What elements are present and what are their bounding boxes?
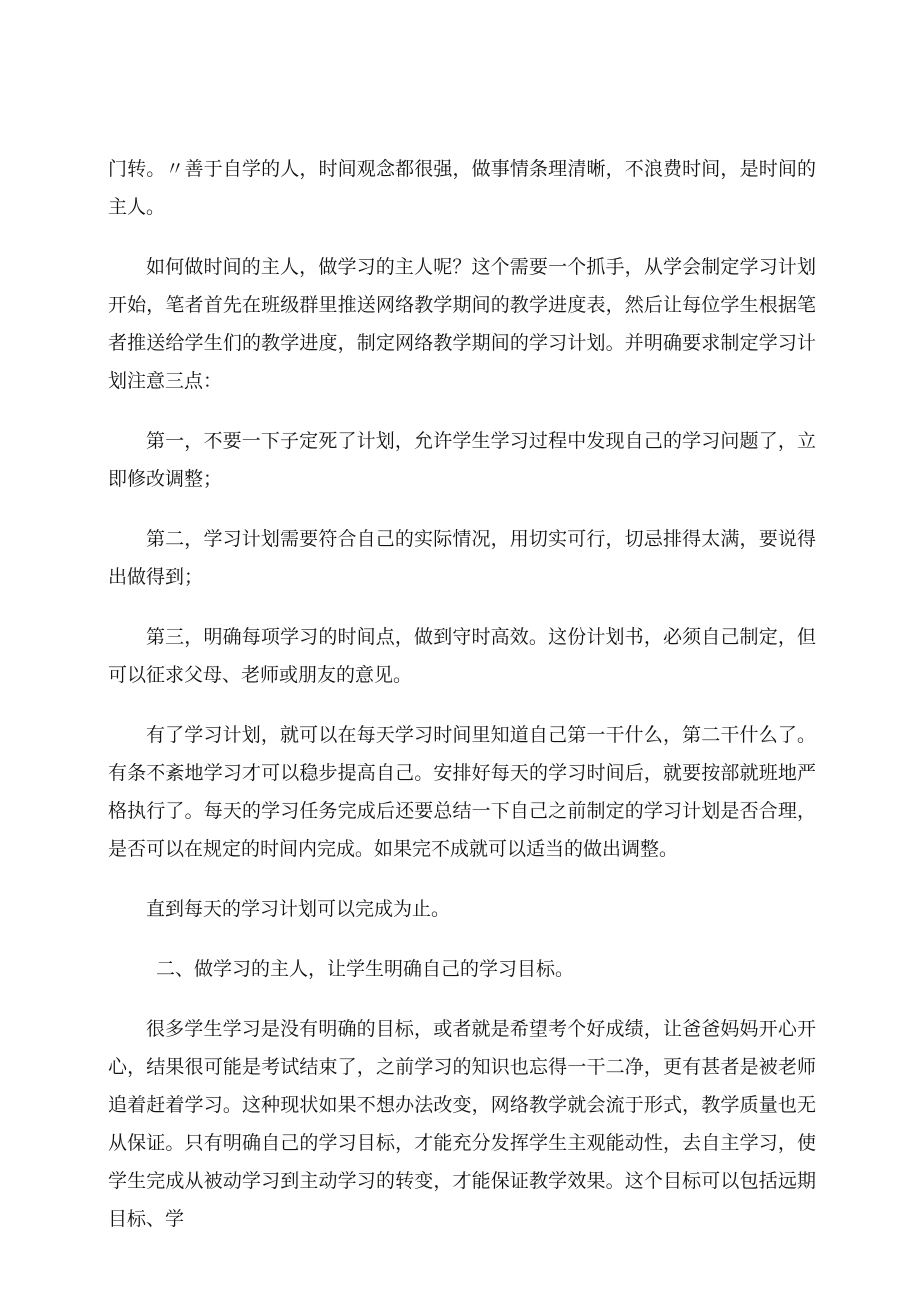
section-heading-learning-goals: 二、做学习的主人，让学生明确自己的学习目标。 — [156, 958, 575, 980]
paragraph-point-two: 第二，学习计划需要符合自己的实际情况，用切实可行，切忌排得太满，要说得出做得到； — [108, 528, 816, 588]
paragraph-learning-goals: 很多学生学习是没有明确的目标，或者就是希望考个好成绩，让爸爸妈妈开心开心，结果很可能是考试结束了，之前学习的知识也忘得一干二净，更有甚者是被老师追着赶着学习。这种现状如果不想办法改变，网络教学就会流于形式，教学质量也无从保证。只有明确自己的学习目标，才能充分发挥学生主观能动性，去自主学习，使学生完成从被动学习到主动学习的转变，才能保证教学效果。这个目标可以包括远期目标、学 — [108, 1018, 816, 1230]
paragraph-until-complete: 直到每天的学习计划可以完成为止。 — [146, 898, 451, 920]
document-body — [108, 150, 816, 1260]
paragraph-point-one: 第一，不要一下子定死了计划，允许学生学习过程中发现自己的学习问题了，立即修改调整； — [108, 430, 816, 490]
paragraph-point-three: 第三，明确每项学习的时间点，做到守时高效。这份计划书，必须自己制定，但可以征求父母、老师或朋友的意见。 — [108, 626, 816, 686]
paragraph-study-plan: 如何做时间的主人，做学习的主人呢？这个需要一个抓手，从学会制定学习计划开始，笔者首先在班级群里推送网络教学期间的教学进度表，然后让每位学生根据笔者推送给学生们的教学进度，制定网络教学期间的学习计划。并明确要求制定学习计划注意三点： — [108, 256, 816, 392]
paragraph-daily-schedule: 有了学习计划，就可以在每天学习时间里知道自己第一干什么，第二干什么了。有条不紊地学习才可以稳步提高自己。安排好每天的学习时间后，就要按部就班地严格执行了。每天的学习任务完成后还要总结一下自己之前制定的学习计划是否合理，是否可以在规定的时间内完成。如果完不成就可以适当的做出调整。 — [108, 724, 816, 860]
paragraph-time-master-intro: 门转。〃善于自学的人，时间观念都很强，做事情条理清晰，不浪费时间，是时间的主人。 — [108, 158, 816, 218]
